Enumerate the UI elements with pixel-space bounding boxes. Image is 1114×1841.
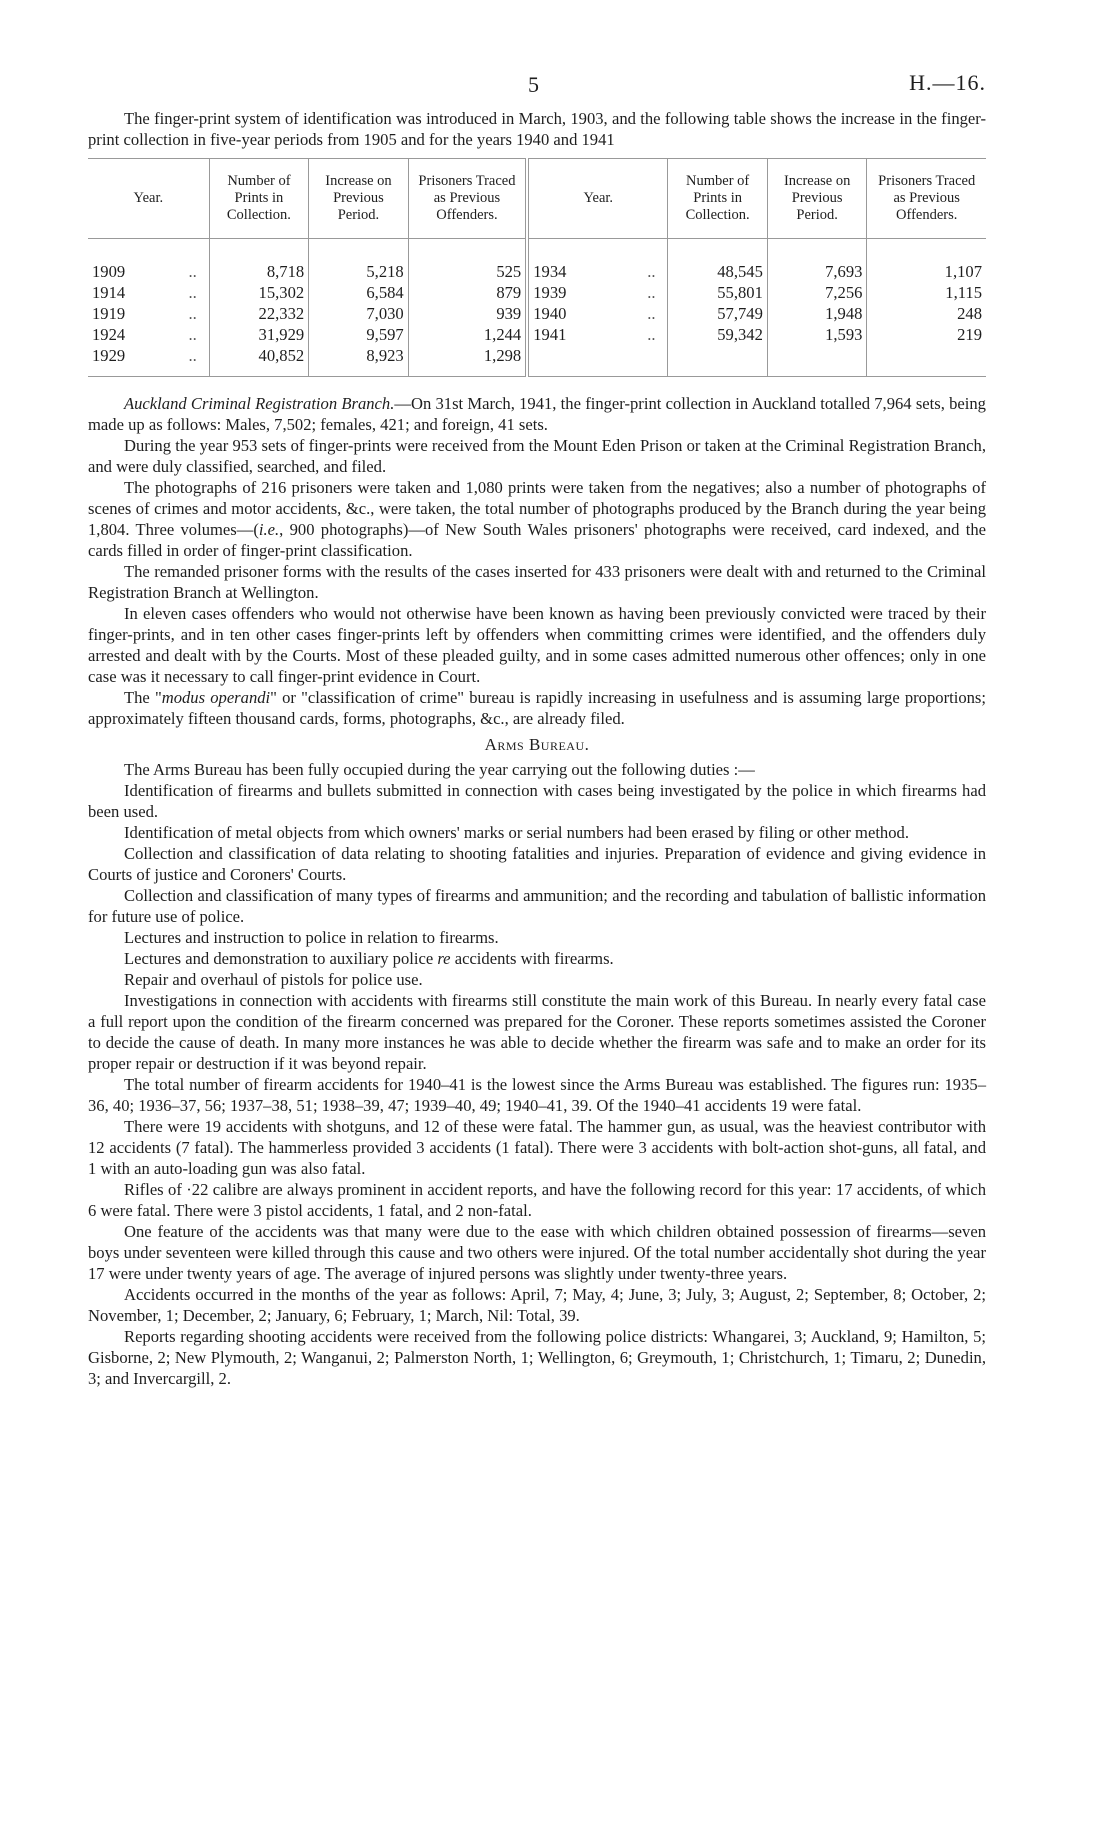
- paragraph-photographs: The photographs of 216 prisoners were taken and 1,080 prints were taken from the negatives; also a number of photographs of scenes of crimes and motor accidents, &c., were taken, the total number of photographs produced by the Branch during the year being 1,804. Three volumes—(i.e., 900 photographs)—of New South Wales prisoners' photographs were received, card indexed, and the cards filled in order of finger-print classification.: [88, 478, 986, 560]
- intro-paragraph: The finger-print system of identification was introduced in March, 1903, and the following table shows the increase in the finger-print collection in five-year periods from 1905 and for the years 1940 and 1941: [88, 109, 986, 149]
- auckland-paragraph: Auckland Criminal Registration Branch.—On 31st March, 1941, the finger-print collection in Auckland totalled 7,964 sets, being made up as follows: Males, 7,502; females, 421; and foreign, 41 sets.: [88, 394, 986, 434]
- col-year-left: Year.: [88, 159, 209, 239]
- table-row: 1909 .. 8,718 5,218 525 1934 .. 48,545 7,693 1,107: [88, 239, 986, 283]
- col-prisoners-right: Prisoners Traced as Previous Offenders.: [867, 159, 986, 239]
- paragraph-eleven-cases: In eleven cases offenders who would not otherwise have been known as having been previously convicted were traced by their finger-prints, and in ten other cases finger-prints left by offenders when committing crimes were identified, and the offenders duly arrested and dealt with by the Courts. Most of these pleaded guilty, and in some cases admitted numerous other offences; only in one case was it necessary to call finger-print evidence in Court.: [88, 604, 986, 686]
- arms-paragraph: There were 19 accidents with shotguns, and 12 of these were fatal. The hammer gun, as usual, was the heaviest contributor with 12 accidents (7 fatal). The hammerless provided 3 accidents (1 fatal). There were 3 accidents with bolt-action shot-guns, all fatal, and 1 with an auto-loading gun was also fatal.: [88, 1117, 986, 1178]
- col-prints-left: Number of Prints in Collection.: [209, 159, 309, 239]
- auckland-heading: Auckland Criminal Registration Branch.: [124, 394, 395, 413]
- table-row: 1929 .. 40,852 8,923 1,298: [88, 345, 986, 377]
- page-header: [88, 60, 986, 100]
- col-increase-left: Increase on Previous Period.: [309, 159, 409, 239]
- col-prisoners-left: Prisoners Traced as Previous Offenders.: [408, 159, 527, 239]
- table-row: 1914 .. 15,302 6,584 879 1939 .. 55,801 7,256 1,115: [88, 282, 986, 303]
- paragraph-during: During the year 953 sets of finger-prints were received from the Mount Eden Prison or taken at the Criminal Registration Branch, and were duly classified, searched, and filed.: [88, 436, 986, 476]
- arms-paragraph: The Arms Bureau has been fully occupied during the year carrying out the following duties :—: [124, 760, 755, 779]
- col-increase-right: Increase on Previous Period.: [767, 159, 867, 239]
- paragraph-modus-operandi: The "modus operandi" or "classification of crime" bureau is rapidly increasing in usefulness and is assuming large proportions; approximately fifteen thousand cards, forms, photographs, &c., are already filed.: [88, 688, 986, 728]
- arms-paragraph: Lectures and instruction to police in relation to firearms.: [124, 928, 499, 947]
- document-page: [88, 60, 986, 1389]
- col-year-right: Year.: [527, 159, 668, 239]
- paragraph-remanded: The remanded prisoner forms with the results of the cases inserted for 433 prisoners were dealt with and returned to the Criminal Registration Branch at Wellington.: [88, 562, 986, 602]
- arms-paragraph: Collection and classification of data relating to shooting fatalities and injuries. Preparation of evidence and giving evidence in Courts of justice and Coroners' Courts.: [88, 844, 986, 884]
- document-reference: H.—16.: [909, 70, 986, 95]
- fingerprint-table: [88, 158, 986, 377]
- arms-paragraph: One feature of the accidents was that many were due to the ease with which children obtained possession of firearms—seven boys under seventeen were killed through this cause and two others were injured. Of the total number accidentally shot during the year 17 were under twenty years of age. The average of injured persons was slightly under twenty-three years.: [88, 1222, 986, 1283]
- arms-paragraph: Rifles of ·22 calibre are always prominent in accident reports, and have the following record for this year: 17 accidents, of which 6 were fatal. There were 3 pistol accidents, 1 fatal, and 2 non-fatal.: [88, 1180, 986, 1220]
- arms-paragraph: Investigations in connection with accidents with firearms still constitute the main work of this Bureau. In nearly every fatal case a full report upon the condition of the firearm concerned was prepared for the Coroner. These reports sometimes assisted the Coroner to decide the cause of death. In many more instances he was able to decide whether the firearm was safe and to make an order for its proper repair or destruction if it was beyond repair.: [88, 991, 986, 1073]
- table-row: 1924 .. 31,929 9,597 1,244 1941 .. 59,342 1,593 219: [88, 324, 986, 345]
- page-number: 5: [528, 72, 539, 97]
- arms-paragraph: Accidents occurred in the months of the year as follows: April, 7; May, 4; June, 3; July, 3; August, 2; September, 8; October, 2; November, 1; December, 2; January, 6; February, 1; March, Nil: Total, 39.: [88, 1285, 986, 1325]
- arms-paragraph: Identification of metal objects from which owners' marks or serial numbers had been erased by filing or other method.: [124, 823, 909, 842]
- table-row: 1919 .. 22,332 7,030 939 1940 .. 57,749 1,948 248: [88, 303, 986, 324]
- col-prints-right: Number of Prints in Collection.: [668, 159, 768, 239]
- arms-paragraph: Collection and classification of many types of firearms and ammunition; and the recording and tabulation of ballistic information for future use of police.: [88, 886, 986, 926]
- arms-paragraph: Reports regarding shooting accidents were received from the following police districts: Whangarei, 3; Auckland, 9; Hamilton, 5; Gisborne, 2; New Plymouth, 2; Wanganui, 2; Palmerston North, 1; Wellington, 6; Greymouth, 1; Christchurch, 1; Timaru, 2; Dunedin, 3; and Invercargill, 2.: [88, 1327, 986, 1388]
- arms-bureau-heading: Arms Bureau.: [484, 735, 590, 754]
- table-header-row: [88, 159, 986, 239]
- arms-paragraph: Identification of firearms and bullets submitted in connection with cases being investigated by the police in which firearms had been used.: [88, 781, 986, 821]
- arms-paragraph: The total number of firearm accidents for 1940–41 is the lowest since the Arms Bureau was established. The figures run: 1935–36, 40; 1936–37, 56; 1937–38, 51; 1938–39, 47; 1939–40, 49; 1940–41, 39. Of the 1940–41 accidents 19 were fatal.: [88, 1075, 986, 1115]
- arms-paragraph: Repair and overhaul of pistols for police use.: [124, 970, 423, 989]
- arms-paragraph: Lectures and demonstration to auxiliary police re accidents with firearms.: [124, 949, 614, 968]
